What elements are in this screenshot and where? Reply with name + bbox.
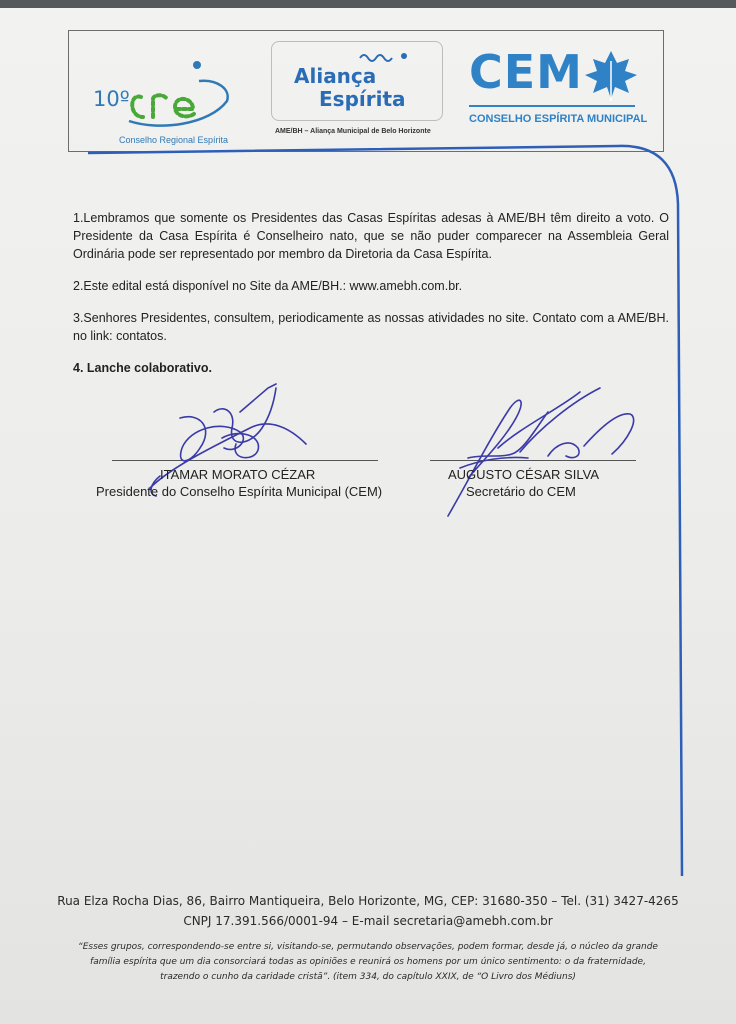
left-signatory-name: ITAMAR MORATO CÉZAR (160, 467, 316, 482)
cre-number: 10º (93, 87, 130, 111)
alianca-caption: AME/BH – Aliança Municipal de Belo Horizonte (275, 128, 431, 135)
paragraph-4: 4. Lanche colaborativo. (73, 361, 212, 375)
right-signatory-name: AUGUSTO CÉSAR SILVA (448, 467, 599, 482)
cem-title: CEM (469, 45, 583, 99)
cem-caption: CONSELHO ESPÍRITA MUNICIPAL (469, 113, 648, 125)
alianca-line1: Aliança (294, 64, 377, 88)
document-page (0, 8, 736, 1024)
paragraph-3: 3.Senhores Presidentes, consultem, periodicamente as nossas atividades no site. Contato com a AME/BH. no link: contatos. (73, 311, 669, 343)
paragraph-2: 2.Este edital está disponível no Site da AME/BH.: www.amebh.com.br. (73, 279, 463, 293)
cre-caption: Conselho Regional Espírita (119, 135, 229, 145)
footer-cnpj-email: CNPJ 17.391.566/0001-94 – E-mail secretaria@amebh.com.br (183, 914, 553, 928)
quote-line-1: “Esses grupos, correspondendo-se entre si, visitando-se, permutando observações, podem formar, desde já, o núcleo da grande (78, 942, 658, 952)
right-signatory-role: Secretário do CEM (466, 484, 576, 499)
quote-line-3: trazendo o cunho da caridade cristã”. (item 334, do capítulo XXIX, de “O Livro dos Médiuns) (160, 972, 576, 982)
left-signatory-role: Presidente do Conselho Espírita Municipal (CEM) (96, 484, 383, 499)
footer-address: Rua Elza Rocha Dias, 86, Bairro Mantiqueira, Belo Horizonte, MG, CEP: 31680-350 – Tel. (31) 3427-4265 (57, 894, 679, 908)
quote-line-2: família espírita que um dia consorciará todas as opiniões e reunirá os homens por um único sentimento: o da fraternidade, (90, 957, 646, 967)
right-handwritten-signature (0, 8, 736, 1024)
footer-quote (68, 940, 668, 985)
paragraph-1: 1.Lembramos que somente os Presidentes das Casas Espíritas adesas à AME/BH têm direito a voto. O Presidente da Casa Espírita é Conselheiro nato, que se não puder comparecer na Assembleia Geral Ordinária pode ser representado por membro da Diretoria da Casa Espírita. (73, 211, 669, 261)
alianca-line2: Espírita (319, 87, 406, 111)
